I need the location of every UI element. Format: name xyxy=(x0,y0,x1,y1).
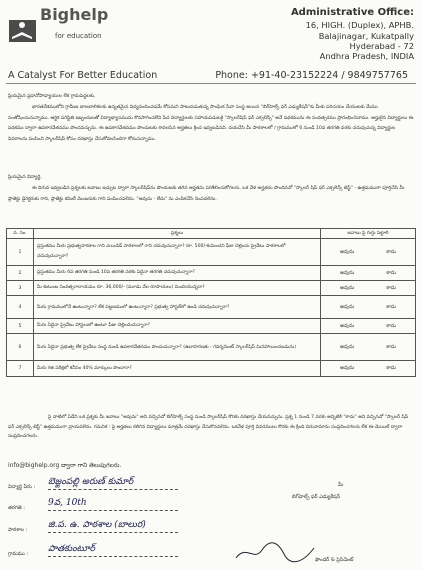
class-label: తరగతి : xyxy=(8,505,25,511)
answer-cell xyxy=(321,266,416,281)
table-row xyxy=(7,281,416,296)
organization-label: బిగ్‌హెల్ప్ ఫర్ ఎడ్యుకేషన్ xyxy=(292,494,341,500)
row-question: మీరు ఏదైనా ప్రభుత్వ లేక ప్రైవేటు సంస్థ నుండి ఉపకారవేతనము పొందుచున్నారా? (ఉదాహరణకు - గవర్నమెంట్ స్కాలర్‌షిప్ మినహాయించబడును) xyxy=(34,334,321,361)
bighelp-logo xyxy=(8,5,128,53)
student-paragraph: ఈ దిగువ ఇవ్వబడిన ప్రశ్నలకు జవాబు ఇచ్చుట ద్వారా స్కాలర్‌షిప్‌ను పొందుటకు తగిన అర్హతను పరిశీలించుకోగలరు. ఒక వేళ అర్హతను పొందినచో "స్కాలర్ షిప్ ఫర్ ఎక్సలెన్స్ టెస్ట్" - ఉత్తమముగా పూర్తిచేసి మీ ప్రాజెక్టు డైరెక్టరుకు గాని, ప్రాజెక్టు కమిటీ మెంబరుకు గాని పంపించవలెను. "అవును - లేదు" ను ఎంపికచేసి నింపవలెను. xyxy=(8,186,405,202)
school-label: పాఠశాల : xyxy=(8,527,28,533)
no-option[interactable]: కాదు xyxy=(386,322,396,329)
office-address xyxy=(291,8,414,61)
answer-cell xyxy=(321,334,416,361)
no-option[interactable]: కాదు xyxy=(386,284,396,291)
answer-cell xyxy=(321,281,416,296)
tagline: A Catalyst For Better Education xyxy=(8,70,158,81)
office-line: Andhra Pradesh, INDIA xyxy=(319,51,414,62)
row-number: 6 xyxy=(7,334,34,361)
intro-paragraph: భారతదేశములోని గ్రామీణ బాలబాలికలకు ఉన్నతమైన విద్యనందించడమే కోసమని పాటుపడుతున్న సాంఘిక సేవా సంస్థ అయిన "బిగ్‌హెల్ప్ ఫర్ ఎడ్యుకేషన్"కు మీకు పరిచయం చేయుటకు మేము సంతోషించుచున్నాము. ఆర్థిక పరిస్థితి ఇబ్బందులతో విద్యాభ్యాసమును కొనసాగించలేని పేద విద్యార్థులకు సహాయపడుటకై "స్కాలర్‌షిప్ ఫర్ ఎక్సలెన్స్" అనే పథకమును ఈ సంవత్సరము ప్రారంభించినాము. అర్హులైన విద్యార్థులు ఈ పథకము ద్వారా ఉపకారవేతనము పొందవచ్చును. ఈ ఉపకారవేతనము పొందుటకు కావలసిన అర్హతలు క్రింద ఇవ్వబడినవి. దయచేసి మీ పాఠశాలలో / గ్రామములో 6 నుండి 10వ తరగతి వరకు చదువుచున్న విద్యార్థుల వివరాలను పంపించి స్కాలర్‌షిప్ కోసం దరఖాస్తు చేసుకోవలసిందిగా కోరుచున్నాము. xyxy=(8,105,414,142)
name-label: విద్యార్థి పేరు : xyxy=(8,484,36,490)
table-header-row xyxy=(7,229,416,239)
brand-name: Bighelp xyxy=(40,5,109,24)
table-row xyxy=(7,319,416,334)
yours-label: మీ xyxy=(338,482,344,488)
row-question: మీరు గ్రామములోనే ఉంటున్నారా? లేక పట్టణములో ఉంటున్నారా? ప్రభుత్వ హాస్టల్‌లో ఉండి చదువుచున్నారా? xyxy=(34,296,321,319)
yes-option[interactable]: అవును xyxy=(340,322,355,329)
office-line: Balajinagar, Kukatpally xyxy=(318,30,414,41)
col-header-answer: జవాబు పై గుర్తు పెట్టాలి xyxy=(321,229,416,239)
row-question: మీరు ఏదైనా ప్రైవేటు హాస్టలులో ఉంటూ ఫీజు చెల్లించుచున్నారా? xyxy=(34,319,321,334)
header-divider xyxy=(6,83,416,84)
closing-paragraph: పై వాటిలో ఏదేని ఒక ప్రశ్నకు మీ జవాబు "అవును" అని వచ్చినచో బిగ్‌హెల్ప్ సంస్థ నుండి స్కాలర్‌షిప్ కొరకు దరఖాస్తు చేయవచ్చును. ప్రశ్న 1 నుండి 7 వరకు అన్నిటికి "కాదు" అని వచ్చినచో "స్కాలర్ షిప్ ఫర్ ఎక్సలెన్స్ టెస్ట్" ఉత్తమముగా వ్రాయవలెను. గమనిక : పై అర్హతలు కలిగిన విద్యార్థులు మాత్రమే దరఖాస్తు చేసుకొనవలెను. ఒకవేళ పూర్తి వివరములు కొరకు ఈ క్రింది చిరునామాను సంప్రదించగలరు లేక ఈ-మెయిల్ ద్వారా సంప్రదించగలరు. xyxy=(8,415,409,439)
no-option[interactable]: కాదు xyxy=(386,303,396,310)
no-option[interactable]: కాదు xyxy=(386,343,396,350)
table-row xyxy=(7,239,416,266)
row-number: 4 xyxy=(7,296,34,319)
no-option[interactable]: కాదు xyxy=(386,269,396,276)
table-row xyxy=(7,334,416,361)
name-value[interactable]: బెజ్జంపల్లి అరుణ్ కుమార్ xyxy=(48,477,178,490)
yes-option[interactable]: అవును xyxy=(340,269,355,276)
signature-label: ఫౌండర్ & ప్రెసిడెంట్ xyxy=(315,557,354,563)
row-number: 7 xyxy=(7,361,34,377)
school-value[interactable]: జి.ప. ఉ. పాఠశాల (బాలుర) xyxy=(48,520,178,533)
village-label: గ్రామము : xyxy=(8,551,29,557)
answer-cell xyxy=(321,319,416,334)
book-reader-icon xyxy=(8,19,38,45)
student-salutation: ప్రియమైన విద్యార్థి, xyxy=(8,175,42,180)
salutation: ప్రియమైన ప్రధానోపాధ్యాయుల లేక గ్రామపెద్దలకు, xyxy=(8,94,96,99)
office-line: 16, HIGH. (Duplex), APHB. xyxy=(305,20,414,31)
table-row xyxy=(7,296,416,319)
email-line: info@bighelp.org ద్వారా గాని తెలుపుగలరు. xyxy=(8,462,122,469)
yes-option[interactable]: అవును xyxy=(340,343,355,350)
col-header-question: ప్రశ్నలు xyxy=(34,229,321,239)
table-row xyxy=(7,266,416,281)
row-number: 1 xyxy=(7,239,34,266)
row-question: ప్రస్తుతము మీరు 6వ తరగతి నుండి 10వ తరగతి వరకు ఏదైనా తరగతి చదువుచున్నారా? xyxy=(34,266,321,281)
office-title: Administrative Office: xyxy=(290,7,414,18)
no-option[interactable]: కాదు xyxy=(386,365,396,371)
answer-cell xyxy=(321,296,416,319)
row-question: మీరు గత పరీక్షలో కనీసం 40% మార్కులు పొందారా? xyxy=(34,361,321,377)
yes-option[interactable]: అవును xyxy=(340,248,355,255)
row-question: మీ కుటుంబ సంవత్సరాదాయము రూ. 36,000/- (మూడు వేల రూపాయలు) మించియున్నదా? xyxy=(34,281,321,296)
answer-cell xyxy=(321,361,416,377)
answer-cell xyxy=(321,239,416,266)
brand-subtitle: for education xyxy=(55,32,102,40)
yes-option[interactable]: అవును xyxy=(340,284,355,291)
village-value[interactable]: పాతకుంటూర్ xyxy=(48,544,178,557)
yes-option[interactable]: అవును xyxy=(340,303,355,310)
table-row xyxy=(7,361,416,377)
row-question: ప్రస్తుతము మీరు ప్రభుత్వపాఠశాల గాని ఎయిడెడ్ పాఠశాలలో గాని చదువుచున్నారా? రూ. 500/-కుమించని ఫీజు చెల్లించు ప్రైవేటు పాఠశాలలో చదువుచున్నారా? xyxy=(34,239,321,266)
no-option[interactable]: కాదు xyxy=(386,248,396,255)
office-line: Hyderabad - 72 xyxy=(349,40,414,51)
row-number: 3 xyxy=(7,281,34,296)
yes-option[interactable]: అవును xyxy=(340,365,355,371)
eligibility-table xyxy=(6,228,416,377)
class-value[interactable]: 9వ, 10th xyxy=(48,498,178,511)
phone-numbers: Phone: +91-40-23152224 / 9849757765 xyxy=(215,70,408,81)
col-header-number: వ. సం. xyxy=(7,229,34,239)
row-number: 5 xyxy=(7,319,34,334)
row-number: 2 xyxy=(7,266,34,281)
